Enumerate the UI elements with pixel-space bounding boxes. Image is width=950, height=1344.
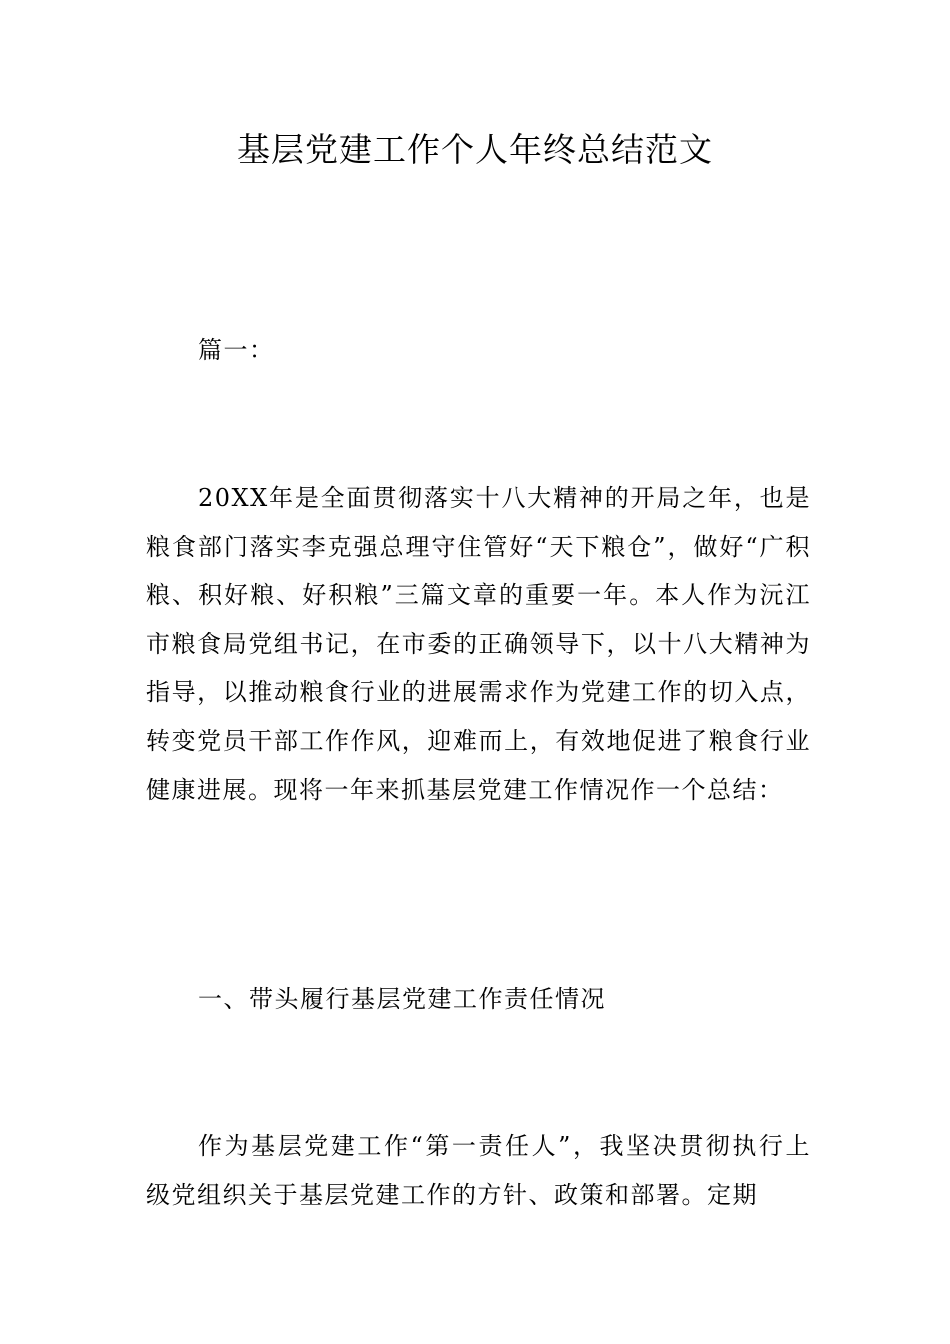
section-heading: 一、带头履行基层党建工作责任情况 [198, 985, 606, 1013]
paragraph-responsibility: 作为基层党建工作“第一责任人”，我坚决贯彻执行上级党组织关于基层党建工作的方针、政策和部署。定期 [146, 1132, 811, 1209]
paragraph-intro: 20XX年是全面贯彻落实十八大精神的开局之年，也是粮食部门落实李克强总理守住管好“天下粮仓”，做好“广积粮、积好粮、好积粮”三篇文章的重要一年。本人作为沅江市粮食局党组书记，在市委的正确领导下，以十八大精神为指导，以推动粮食行业的进展需求作为党建工作的切入点，转变党员干部工作作风，迎难而上，有效地促进了粮食行业健康进展。现将一年来抓基层党建工作情况作一个总结： [146, 484, 811, 804]
document-title: 基层党建工作个人年终总结范文 [237, 130, 713, 169]
part-label: 篇一： [198, 336, 275, 364]
